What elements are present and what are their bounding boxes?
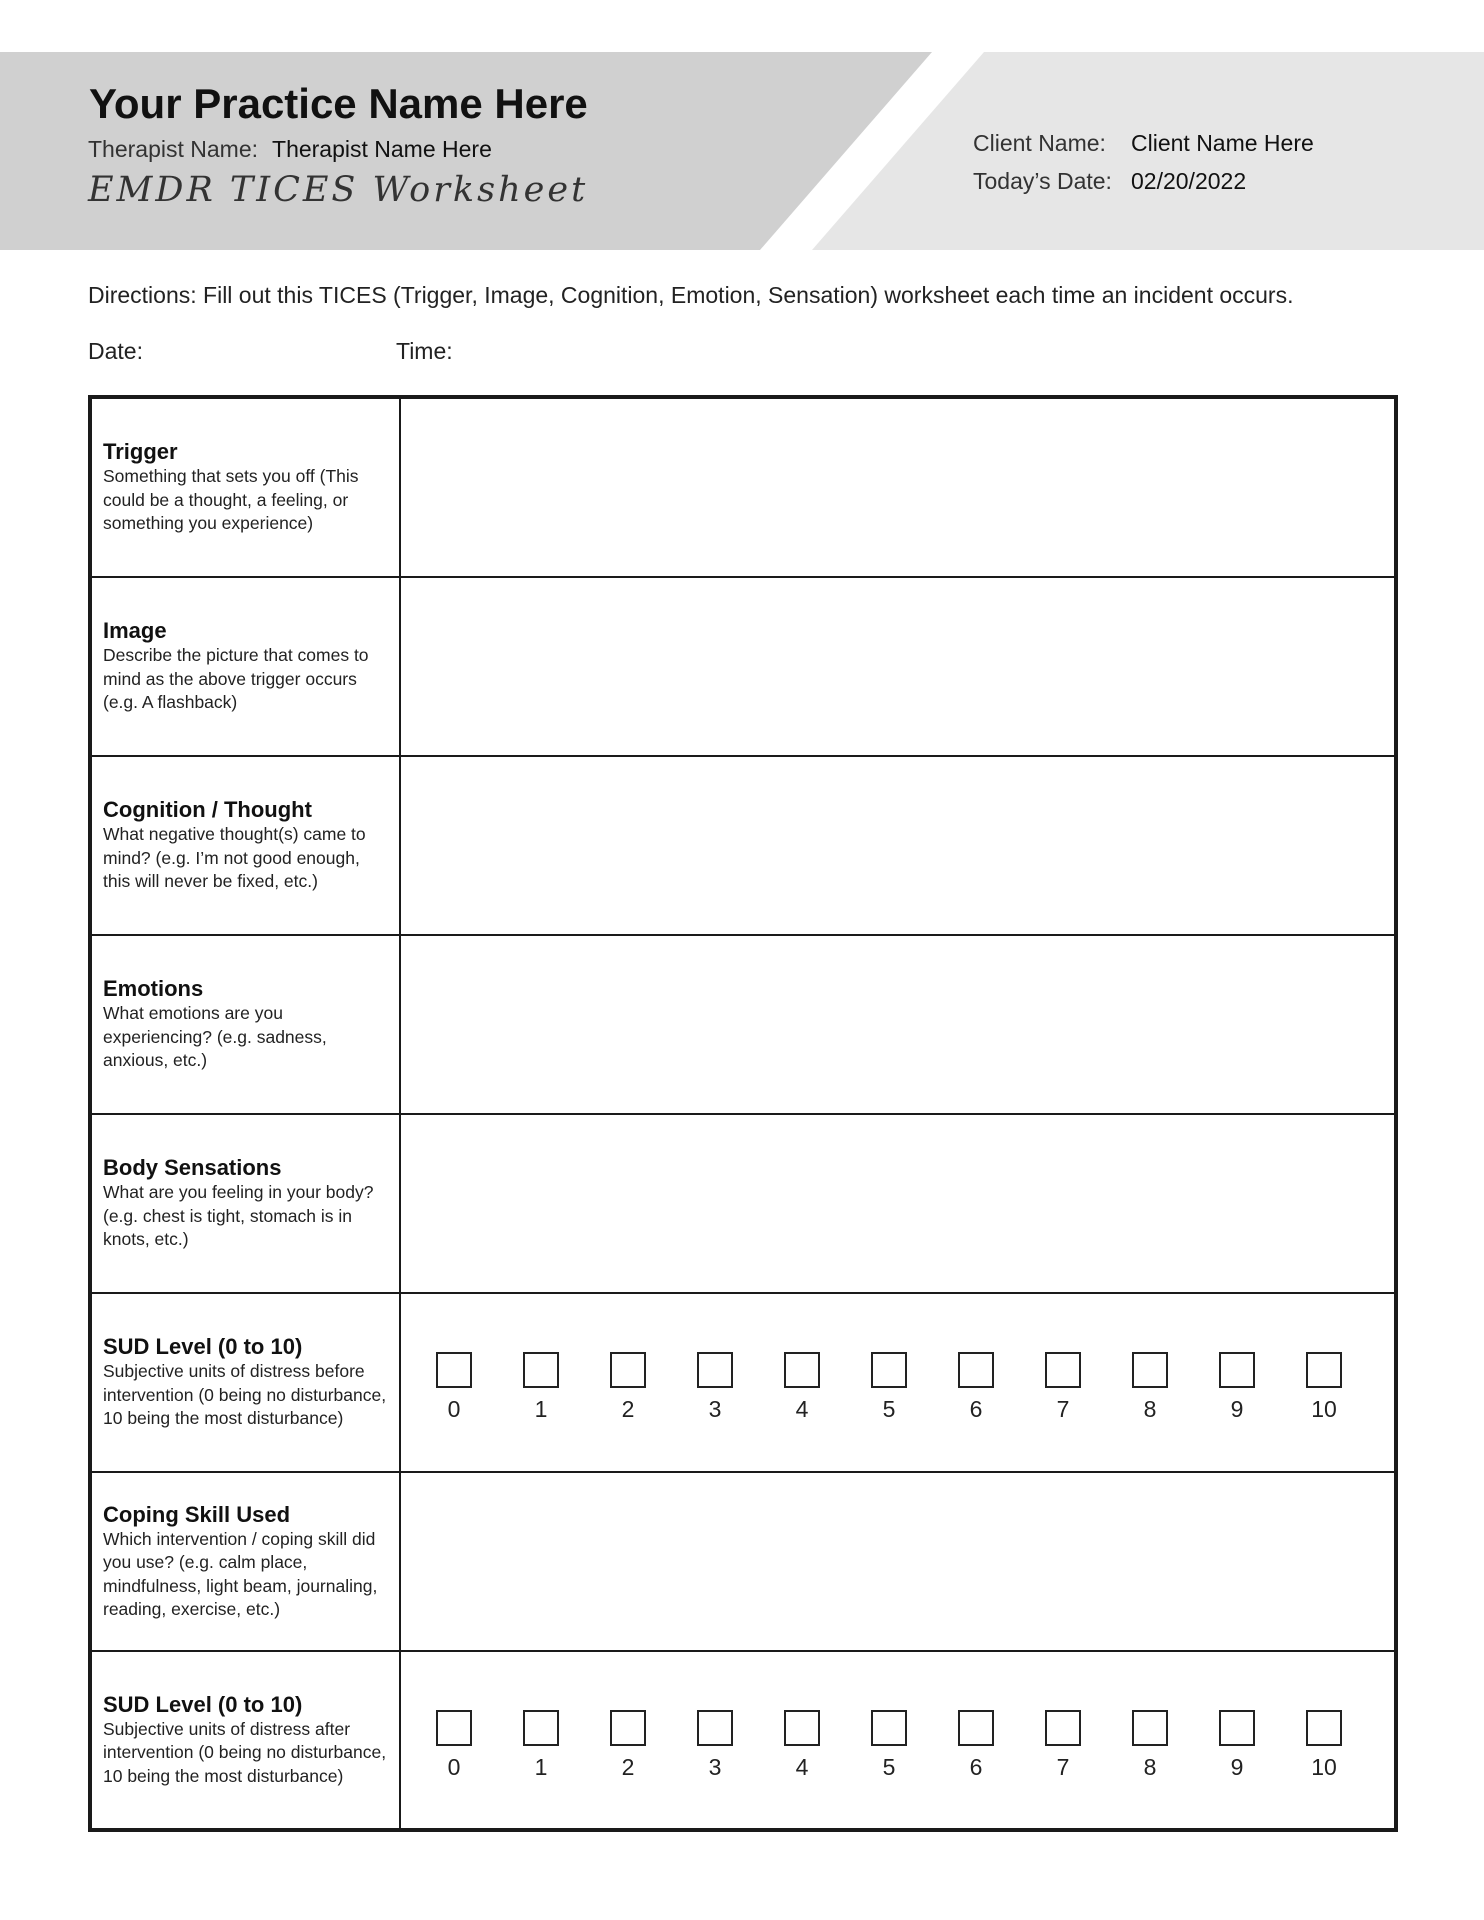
sud-option-label: 8 — [1143, 1396, 1157, 1422]
row-title: Trigger — [103, 439, 178, 465]
sud-option[interactable] — [424, 1710, 484, 1781]
sud-option-label: 6 — [969, 1396, 983, 1422]
tices-worksheet-table — [88, 395, 1398, 1832]
body-sensations-entry-field[interactable] — [401, 1115, 1394, 1292]
sud-option-label: 0 — [447, 1754, 461, 1780]
sud-option-label: 1 — [534, 1754, 548, 1780]
sud-checkbox[interactable] — [1132, 1352, 1168, 1388]
sud-option-label: 7 — [1056, 1396, 1070, 1422]
client-name-label: Client Name: — [973, 130, 1106, 156]
practice-name: Your Practice Name Here — [89, 80, 588, 127]
cognition-entry-field[interactable] — [401, 757, 1394, 934]
row-label-cell — [92, 1652, 401, 1828]
sud-checkbox[interactable] — [610, 1710, 646, 1746]
date-field-label: Date: — [88, 338, 143, 364]
sud-option-label: 9 — [1230, 1754, 1244, 1780]
row-description: Something that sets you off (This could be a thought, a feeling, or something you experience) — [103, 466, 359, 534]
therapist-name-row — [88, 136, 492, 163]
time-field-label: Time: — [396, 338, 453, 364]
row-body-sensations — [92, 1115, 1394, 1294]
sud-option[interactable] — [946, 1710, 1006, 1781]
client-name-value: Client Name Here — [1131, 130, 1314, 156]
row-description: What negative thought(s) came to mind? (e.g. I’m not good enough, this will never be fixed, etc.) — [103, 824, 366, 892]
worksheet-title: EMDR TICES Worksheet — [88, 170, 589, 210]
sud-option[interactable] — [772, 1710, 832, 1781]
sud-option-label: 0 — [447, 1396, 461, 1422]
todays-date-value: 02/20/2022 — [1131, 168, 1247, 194]
sud-checkbox[interactable] — [958, 1352, 994, 1388]
sud-option-label: 10 — [1311, 1754, 1337, 1780]
todays-date-label: Today’s Date: — [973, 168, 1112, 194]
sud-checkbox[interactable] — [610, 1352, 646, 1388]
therapist-name-label: Therapist Name: — [88, 136, 259, 162]
row-title: Emotions — [103, 976, 204, 1002]
sud-option-label: 9 — [1230, 1396, 1244, 1422]
row-description: What are you feeling in your body? (e.g. chest is tight, stomach is in knots, etc.) — [103, 1182, 374, 1250]
row-title: Coping Skill Used — [103, 1501, 291, 1527]
row-title: Image — [103, 618, 167, 644]
sud-option[interactable] — [859, 1352, 919, 1423]
sud-option-label: 4 — [795, 1754, 809, 1780]
sud-checkbox[interactable] — [1045, 1710, 1081, 1746]
sud-option-label: 5 — [882, 1754, 896, 1780]
row-sud-before — [92, 1294, 1394, 1473]
sud-option[interactable] — [511, 1352, 571, 1423]
sud-option[interactable] — [1033, 1710, 1093, 1781]
sud-option-label: 1 — [534, 1396, 548, 1422]
todays-date-row — [973, 162, 1314, 200]
sud-checkbox[interactable] — [523, 1710, 559, 1746]
sud-option[interactable] — [1294, 1710, 1354, 1781]
row-label-cell — [92, 1294, 401, 1471]
client-name-row — [973, 124, 1314, 162]
sud-checkbox[interactable] — [697, 1710, 733, 1746]
row-description: What emotions are you experiencing? (e.g. sadness, anxious, etc.) — [103, 1003, 327, 1071]
row-trigger — [92, 399, 1394, 578]
sud-option[interactable] — [1207, 1352, 1267, 1423]
sud-checkbox[interactable] — [1219, 1710, 1255, 1746]
sud-option[interactable] — [424, 1352, 484, 1423]
sud-checkbox[interactable] — [1306, 1710, 1342, 1746]
row-label-cell — [92, 399, 401, 576]
row-description: Describe the picture that comes to mind as the above trigger occurs (e.g. A flashback) — [103, 645, 369, 713]
row-description: Subjective units of distress after intervention (0 being no disturbance, 10 being the most disturbance) — [103, 1718, 387, 1786]
sud-option-label: 2 — [621, 1754, 635, 1780]
image-entry-field[interactable] — [401, 578, 1394, 755]
sud-option[interactable] — [1033, 1352, 1093, 1423]
sud-option[interactable] — [598, 1710, 658, 1781]
sud-checkbox[interactable] — [523, 1352, 559, 1388]
sud-checkbox[interactable] — [784, 1352, 820, 1388]
sud-option[interactable] — [1294, 1352, 1354, 1423]
sud-option[interactable] — [685, 1710, 745, 1781]
sud-option-label: 3 — [708, 1396, 722, 1422]
sud-option-label: 2 — [621, 1396, 635, 1422]
sud-option-label: 3 — [708, 1754, 722, 1780]
sud-option[interactable] — [511, 1710, 571, 1781]
sud-option-label: 7 — [1056, 1754, 1070, 1780]
sud-option-label: 6 — [969, 1754, 983, 1780]
sud-option[interactable] — [1120, 1710, 1180, 1781]
row-label-cell — [92, 578, 401, 755]
sud-option[interactable] — [1207, 1710, 1267, 1781]
row-description: Subjective units of distress before intervention (0 being no disturbance, 10 being the most disturbance) — [103, 1361, 387, 1429]
row-label-cell — [92, 1115, 401, 1292]
directions-text: Directions: Fill out this TICES (Trigger, Image, Cognition, Emotion, Sensation) worksheet each time an incident occurs. — [88, 282, 1294, 308]
therapist-name-value: Therapist Name Here — [272, 136, 492, 162]
row-title: Cognition / Thought — [103, 797, 312, 823]
row-title: Body Sensations — [103, 1155, 282, 1181]
row-label-cell — [92, 757, 401, 934]
row-title: SUD Level (0 to 10) — [103, 1334, 303, 1360]
sud-checkbox[interactable] — [958, 1710, 994, 1746]
emotions-entry-field[interactable] — [401, 936, 1394, 1113]
sud-checkbox[interactable] — [1045, 1352, 1081, 1388]
sud-scale-before — [401, 1294, 1394, 1471]
sud-scale-after — [401, 1652, 1394, 1828]
sud-checkbox[interactable] — [697, 1352, 733, 1388]
row-title: SUD Level (0 to 10) — [103, 1691, 303, 1717]
sud-checkbox[interactable] — [1132, 1710, 1168, 1746]
date-time-row — [88, 338, 453, 365]
sud-checkbox[interactable] — [871, 1710, 907, 1746]
client-info — [973, 124, 1314, 200]
sud-option-label: 5 — [882, 1396, 896, 1422]
sud-checkbox[interactable] — [1306, 1352, 1342, 1388]
coping-skill-entry-field[interactable] — [401, 1473, 1394, 1650]
row-image — [92, 578, 1394, 757]
sud-option[interactable] — [1120, 1352, 1180, 1423]
row-label-cell — [92, 936, 401, 1113]
row-emotions — [92, 936, 1394, 1115]
sud-checkbox[interactable] — [436, 1710, 472, 1746]
sud-after-scale-cell — [401, 1652, 1394, 1828]
row-label-cell — [92, 1473, 401, 1650]
sud-option[interactable] — [685, 1352, 745, 1423]
sud-option[interactable] — [946, 1352, 1006, 1423]
sud-checkbox[interactable] — [784, 1710, 820, 1746]
sud-option-label: 4 — [795, 1396, 809, 1422]
sud-option-label: 10 — [1311, 1396, 1337, 1422]
row-coping-skill — [92, 1473, 1394, 1652]
sud-checkbox[interactable] — [871, 1352, 907, 1388]
row-cognition — [92, 757, 1394, 936]
sud-option[interactable] — [859, 1710, 919, 1781]
sud-checkbox[interactable] — [1219, 1352, 1255, 1388]
sud-option-label: 8 — [1143, 1754, 1157, 1780]
row-sud-after — [92, 1652, 1394, 1828]
row-description: Which intervention / coping skill did you use? (e.g. calm place, mindfulness, light beam, journaling, reading, exercise, etc.) — [103, 1528, 378, 1619]
trigger-entry-field[interactable] — [401, 399, 1394, 576]
sud-option[interactable] — [772, 1352, 832, 1423]
sud-checkbox[interactable] — [436, 1352, 472, 1388]
sud-before-scale-cell — [401, 1294, 1394, 1471]
sud-option[interactable] — [598, 1352, 658, 1423]
